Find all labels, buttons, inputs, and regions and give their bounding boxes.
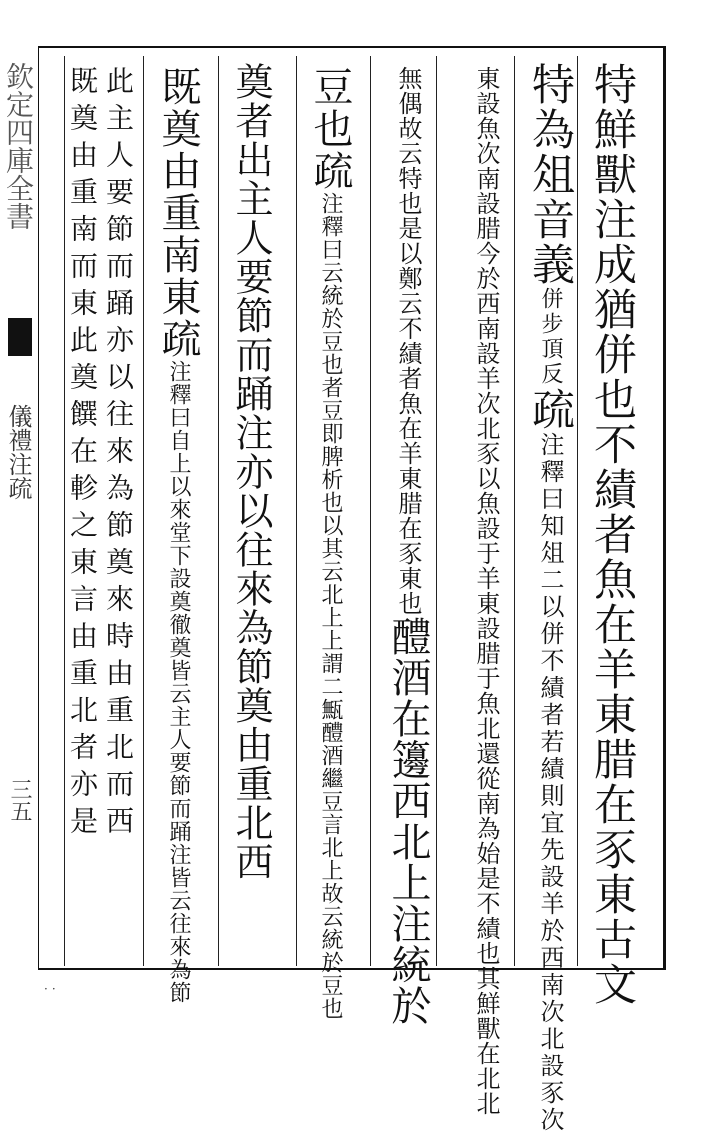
commentary-text: 注釋曰自上以來堂下設奠徹奠皆云主人要節而踊注皆云往來為節: [166, 360, 191, 1004]
text-column-2: [525, 62, 575, 1134]
text-column-9: [66, 66, 99, 966]
column-rule: [436, 56, 437, 966]
column-rule: [296, 56, 297, 966]
commentary-text: 注釋曰云統於豆也者豆即脾析也以其云北上上謂二甒醴酒繼豆言北上故云統於豆也: [318, 192, 343, 1020]
commentary-text: 併步頂反: [538, 287, 563, 387]
commentary-text: 東設魚次南設腊今於西南設羊次北豕以魚設于羊東設腊于魚北還從南為始是不績也其鮮獸在北北: [472, 66, 500, 1116]
book-title: 欽定四庫全書: [2, 62, 35, 230]
column-rule: [218, 56, 219, 966]
main-text: 既奠由重南東疏: [155, 66, 201, 360]
main-text: 特為俎音義: [525, 62, 575, 287]
text-column-6: [229, 62, 273, 962]
column-rule: [370, 56, 371, 966]
text-column-8: [102, 66, 135, 966]
footer-dots: ··: [44, 982, 60, 996]
main-text: 豆也疏: [307, 66, 353, 192]
page-number: 三五: [7, 778, 32, 822]
text-column-5: [307, 66, 353, 1020]
column-rule: [143, 56, 144, 966]
text-column-7: [155, 66, 201, 1004]
column-rule: [577, 56, 578, 966]
column-rule: [64, 56, 65, 966]
commentary-text: 無偶故云特也是以鄭云不績者魚在羊東腊在豕東也: [394, 66, 422, 616]
commentary-text: 注釋曰知俎二以併不績者若績則宜先設羊於西南次北設豕次: [536, 432, 564, 1134]
commentary-text: 此主人要節而踊亦以往來為節奠來時由重北而西: [102, 66, 135, 843]
main-text: 奠者出主人要節而踊注亦以往來為節奠由重北西: [229, 62, 273, 881]
main-text: 醴酒在籩西北上注統於: [385, 616, 431, 1026]
main-text: 特鮮獸注成猶併也不績者魚在羊東腊在豕東古文: [587, 62, 637, 1007]
column-rule: [514, 56, 515, 966]
text-column-3: [472, 66, 500, 1116]
text-column-1: [587, 62, 637, 1007]
section-title: 儀禮注疏: [4, 404, 32, 500]
text-column-4: [385, 66, 431, 1026]
commentary-text: 既奠由重南而東此奠饌在軫之東言由重北者亦是: [66, 66, 99, 843]
main-text: 疏: [525, 387, 575, 432]
fishtail-mark: [8, 318, 32, 356]
